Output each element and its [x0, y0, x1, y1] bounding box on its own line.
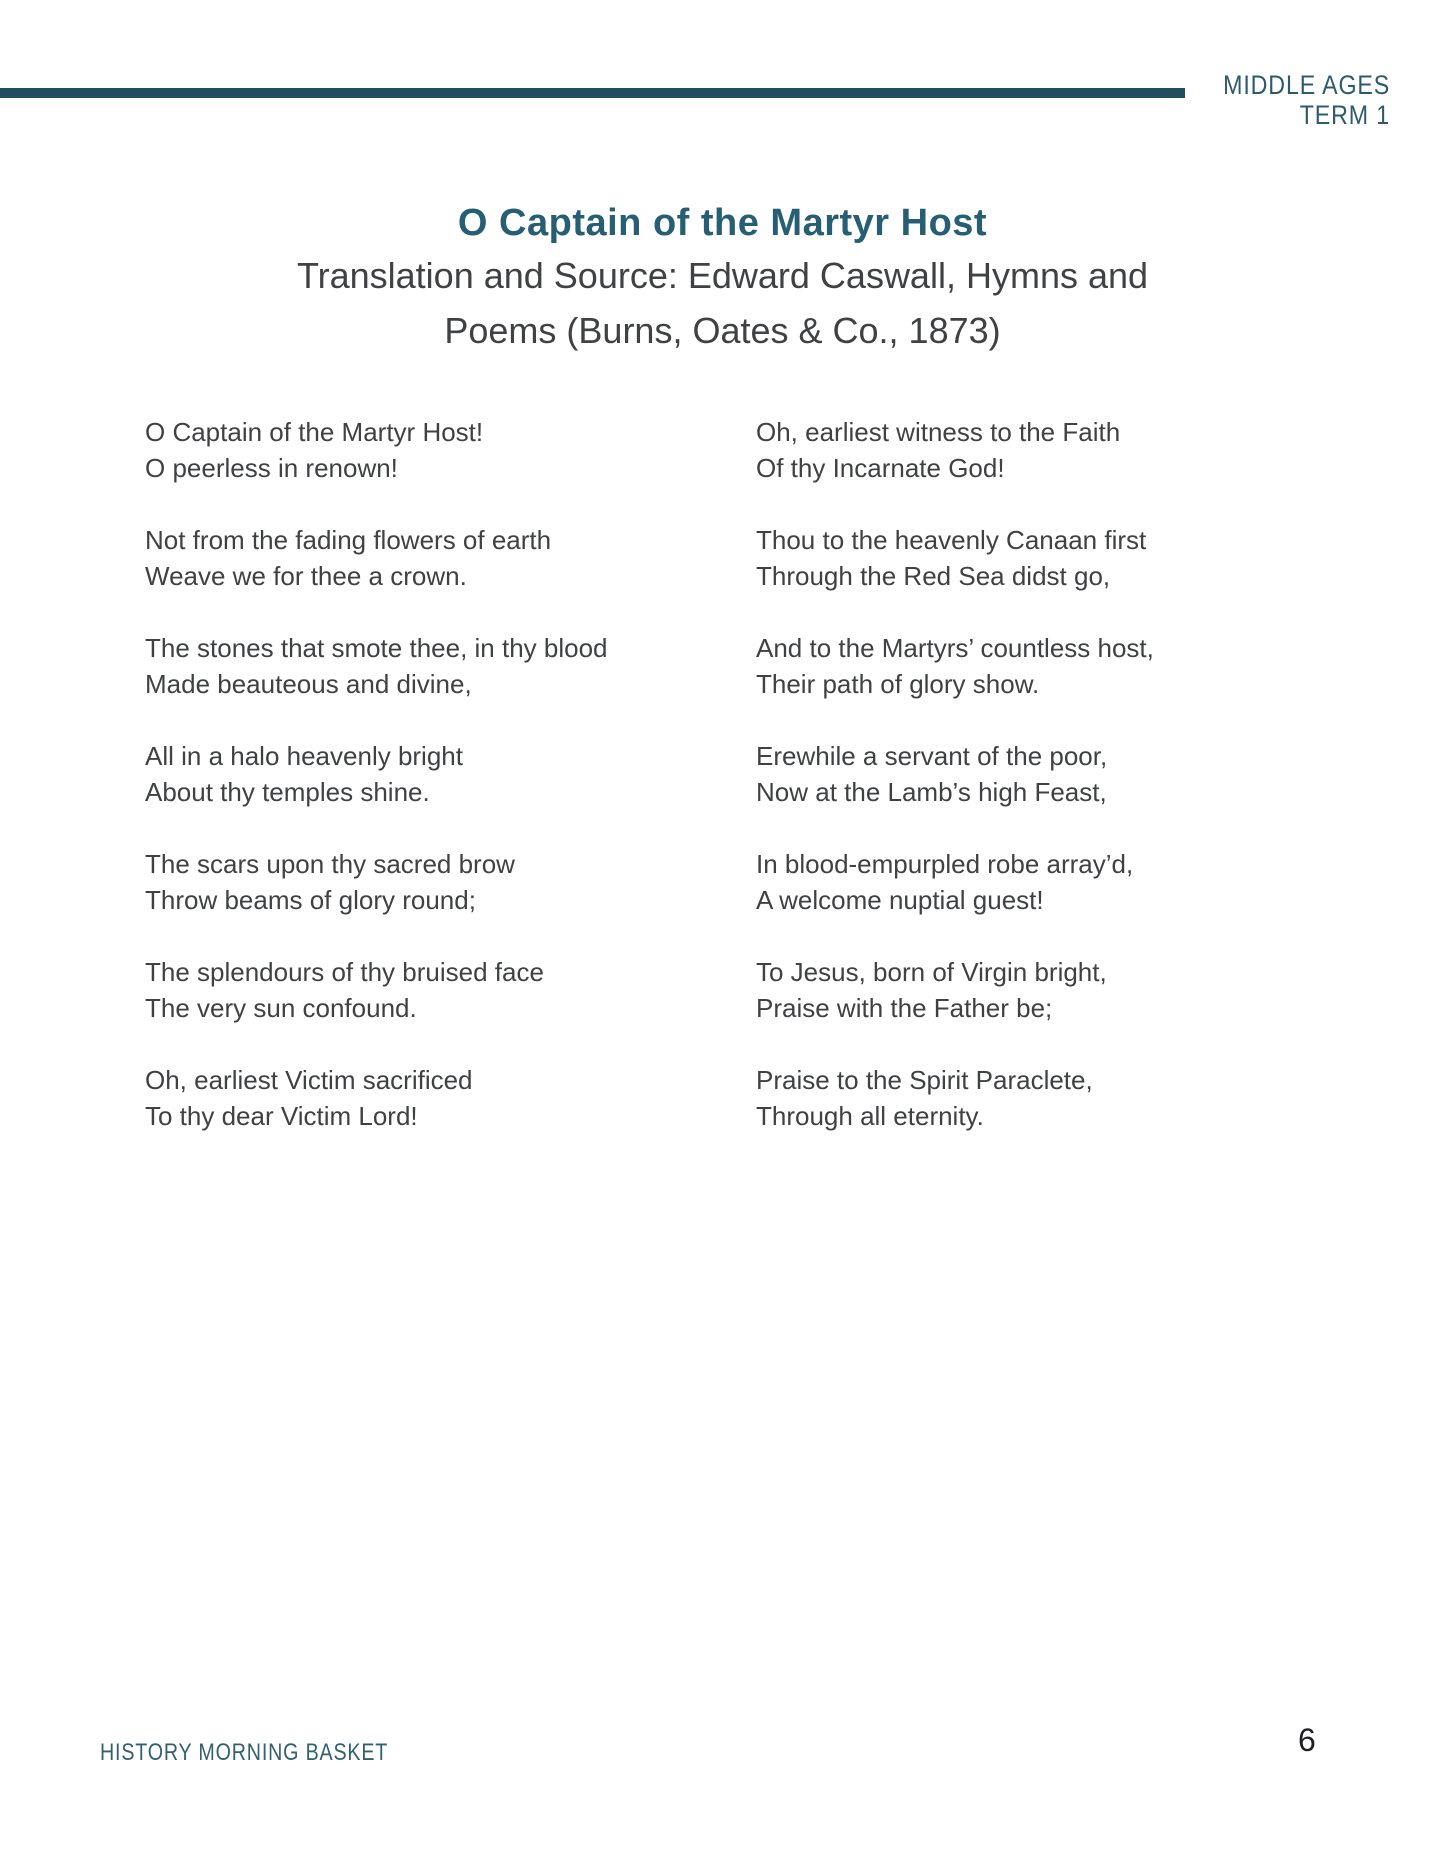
stanza — [145, 522, 705, 594]
poem-line: Oh, earliest Victim sacrificed — [145, 1065, 473, 1095]
stanza — [756, 414, 1316, 486]
poem-column-right — [756, 414, 1316, 1170]
stanza — [145, 738, 705, 810]
page-number: 6 — [1298, 1722, 1316, 1758]
footer-brand: HISTORY MORNING BASKET — [100, 1739, 389, 1766]
poem-line: Throw beams of glory round; — [145, 885, 476, 915]
poem-line: Made beauteous and divine, — [145, 669, 472, 699]
stanza — [145, 954, 705, 1026]
stanza — [145, 846, 705, 918]
poem-line: O peerless in renown! — [145, 453, 398, 483]
stanza — [145, 414, 705, 486]
poem-line: All in a halo heavenly bright — [145, 741, 463, 771]
poem-line: The scars upon thy sacred brow — [145, 849, 515, 879]
poem-line: Praise with the Father be; — [756, 993, 1053, 1023]
poem-line: Of thy Incarnate God! — [756, 453, 1005, 483]
poem-line: Their path of glory show. — [756, 669, 1040, 699]
poem-line: About thy temples shine. — [145, 777, 430, 807]
poem-line: And to the Martyrs’ countless host, — [756, 633, 1154, 663]
page-subtitle — [0, 248, 1445, 358]
stanza — [145, 1062, 705, 1134]
stanza — [756, 1062, 1316, 1134]
header-course-name: MIDDLE AGES — [1223, 70, 1390, 100]
poem-column-left — [145, 414, 705, 1170]
poem-line: In blood-empurpled robe array’d, — [756, 849, 1134, 879]
poem-line: Oh, earliest witness to the Faith — [756, 417, 1121, 447]
header-rule — [0, 88, 1185, 98]
page-title: O Captain of the Martyr Host — [457, 202, 988, 244]
poem-line: Not from the fading flowers of earth — [145, 525, 552, 555]
poem-line: Now at the Lamb’s high Feast, — [756, 777, 1107, 807]
poem-line: A welcome nuptial guest! — [756, 885, 1044, 915]
poem-line: Erewhile a servant of the poor, — [756, 741, 1108, 771]
poem-line: The stones that smote thee, in thy blood — [145, 633, 608, 663]
poem-line: The splendours of thy bruised face — [145, 957, 544, 987]
poem-line: The very sun confound. — [145, 993, 417, 1023]
subtitle-line-1: Translation and Source: Edward Caswall, Hymns and — [296, 255, 1149, 296]
stanza — [756, 954, 1316, 1026]
stanza — [756, 522, 1316, 594]
poem-line: To thy dear Victim Lord! — [145, 1101, 418, 1131]
stanza — [756, 738, 1316, 810]
poem-line: Weave we for thee a crown. — [145, 561, 467, 591]
poem-line: Praise to the Spirit Paraclete, — [756, 1065, 1093, 1095]
stanza — [145, 630, 705, 702]
subtitle-line-2: Poems (Burns, Oates & Co., 1873) — [444, 310, 1001, 351]
poem-line: Through all eternity. — [756, 1101, 984, 1131]
stanza — [756, 846, 1316, 918]
poem-line: To Jesus, born of Virgin bright, — [756, 957, 1107, 987]
header-label — [1223, 70, 1390, 130]
poem-line: O Captain of the Martyr Host! — [145, 417, 484, 447]
poem-line: Through the Red Sea didst go, — [756, 561, 1111, 591]
stanza — [756, 630, 1316, 702]
poem-line: Thou to the heavenly Canaan first — [756, 525, 1147, 555]
header-term-label: TERM 1 — [1299, 100, 1390, 130]
